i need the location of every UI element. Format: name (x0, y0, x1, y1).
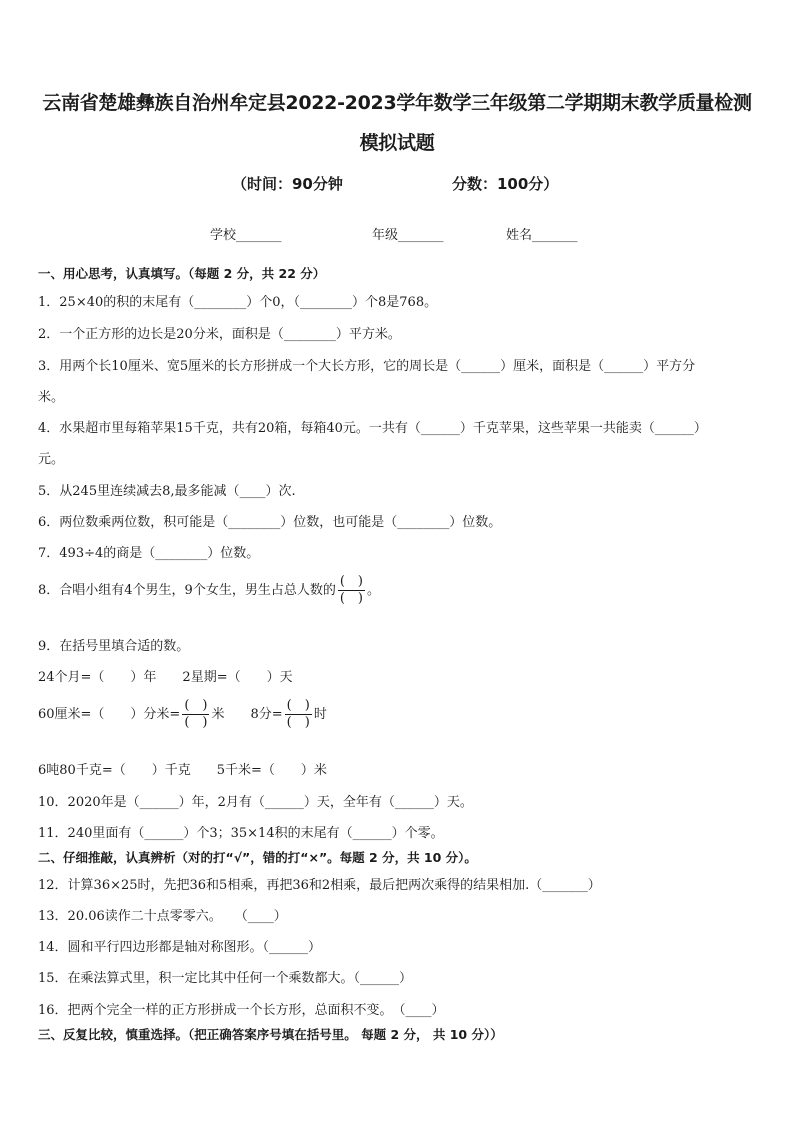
question-7: 7．493÷4的商是（________）位数。 (38, 546, 260, 561)
question-2: 2．一个正方形的边长是20分米，面积是（________）平方米。 (38, 327, 401, 342)
question-10: 10．2020年是（______）年，2月有（______）天，全年有（______）天。 (38, 795, 473, 810)
question-8-text: 8．合唱小组有4个男生，9个女生，男生占总人数的 (38, 583, 336, 598)
fraction-numerator: ( ) (339, 574, 363, 589)
exam-title-line1: 云南省楚雄彝族自治州牟定县2022-2023学年数学三年级第二学期期末教学质量检测 (42, 92, 752, 114)
question-4-cont: 元。 (38, 452, 65, 467)
question-12: 12．计算36×25时，先把36和5相乘，再把36和2相乘，最后把两次乘得的结果相加.（_______） (38, 878, 601, 893)
question-16: 16．把两个完全一样的正方形拼成一个长方形，总面积不变。 （____） (38, 1003, 445, 1018)
question-13: 13．20.06读作二十点零零六。 （____） (38, 909, 287, 924)
question-3: 3．用两个长10厘米、宽5厘米的长方形拼成一个大长方形，它的周长是（______）厘米，面积是（______）平方分 (38, 359, 696, 374)
question-11: 11．240里面有（______）个3；35×14积的末尾有（______）个零。 (38, 826, 444, 841)
exam-title-line2: 模拟试题 (359, 132, 435, 154)
question-4: 4．水果超市里每箱苹果15千克，共有20箱，每箱40元。一共有（______）千克苹果，这些苹果一共能卖（______） (38, 421, 707, 436)
fraction-hour (285, 698, 312, 731)
fraction-numerator: ( ) (184, 698, 208, 713)
grade-field: 年级_______ (372, 228, 444, 243)
question-5: 5．从245里连续减去8,最多能减（____）次. (38, 484, 296, 499)
question-8 (38, 574, 380, 607)
fraction-meter (182, 698, 209, 731)
fraction-denominator: ( ) (339, 591, 363, 606)
question-9-row3: 6吨80千克=（ ）千克 5千米=（ ）米 (38, 763, 327, 778)
section-1-heading: 一、用心思考，认真填写。（每题 2 分，共 22 分） (38, 266, 326, 281)
school-field: 学校_______ (210, 228, 282, 243)
row2-text-a: 60厘米=（ ）分米= (38, 707, 181, 722)
total-score: 分数：100分） (452, 175, 559, 193)
question-1: 1．25×40的积的末尾有（________）个0，（________）个8是768。 (38, 295, 438, 310)
question-9-row1: 24个月=（ ）年 2星期=（ ）天 (38, 670, 293, 685)
question-15: 15．在乘法算式里，积一定比其中任何一个乘数都大。（______） (38, 971, 413, 986)
answer-fraction (338, 574, 365, 607)
question-3-cont: 米。 (38, 390, 65, 405)
fraction-denominator: ( ) (184, 715, 208, 730)
question-6: 6．两位数乘两位数，积可能是（________）位数，也可能是（________）位数。 (38, 515, 502, 530)
section-3-heading: 三、反复比较，慎重选择。（把正确答案序号填在括号里。 每题 2 分， 共 10 分）） (38, 1027, 503, 1042)
question-9-row2 (38, 698, 327, 731)
question-9: 9．在括号里填合适的数。 (38, 639, 190, 654)
fraction-numerator: ( ) (286, 698, 310, 713)
question-14: 14．圆和平行四边形都是轴对称图形。（______） (38, 940, 322, 955)
section-2-heading: 二、仔细推敲，认真辨析（对的打“√”，错的打“×”。每题 2 分，共 10 分）。 (38, 850, 477, 865)
fraction-denominator: ( ) (286, 715, 310, 730)
row2-text-c: 时 (313, 707, 327, 722)
time-limit: （时间：90分钟 (232, 175, 343, 193)
row2-text-b: 米 8分= (211, 707, 283, 722)
question-8-end: 。 (366, 583, 380, 598)
name-field: 姓名_______ (506, 228, 578, 243)
